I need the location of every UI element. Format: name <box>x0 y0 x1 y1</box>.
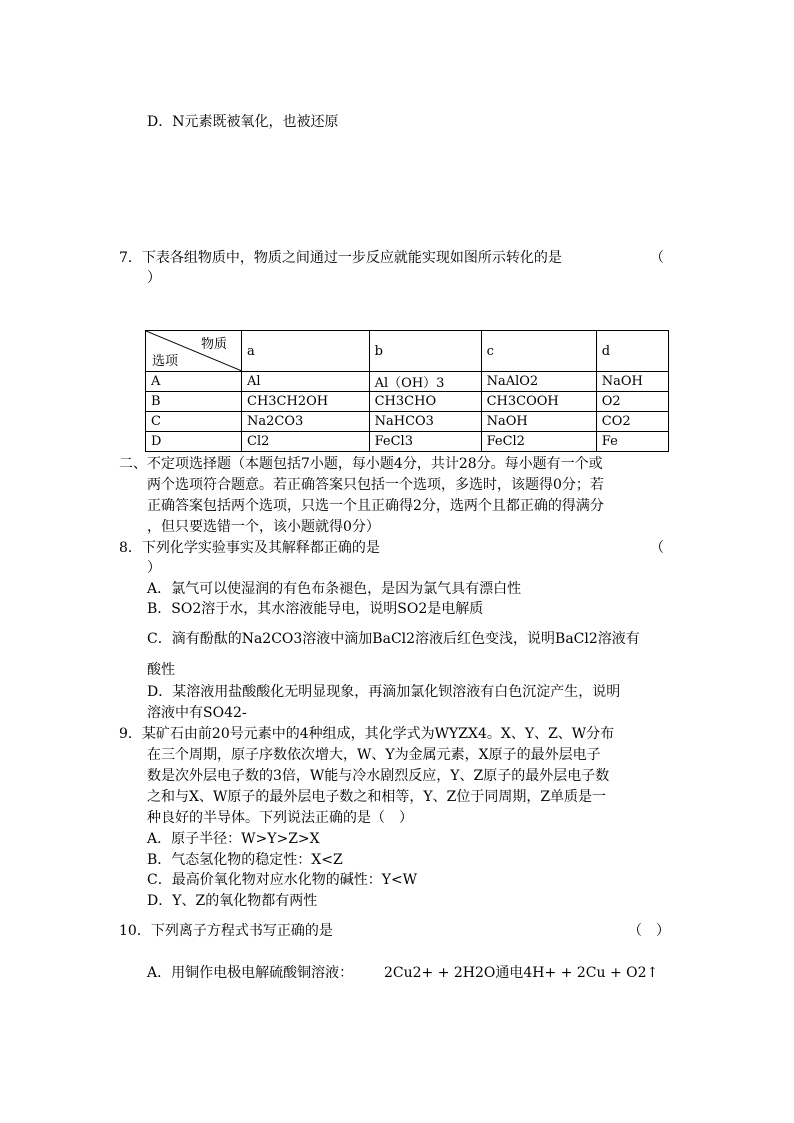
q7-paren-open: （ <box>650 250 664 266</box>
corner-top-label: 物质 <box>200 337 227 352</box>
table-cell: Al <box>242 372 370 392</box>
header-c: c <box>481 331 596 372</box>
q9-line2: 在三个周期，原子序数依次增大，W、Y为金属元素，X原子的最外层电子 <box>147 747 601 763</box>
q8-option-a: A．氯气可以使湿润的有色布条褪色，是因为氯气具有漂白性 <box>147 581 522 597</box>
row-label: B <box>146 392 242 412</box>
section2-line4: ，但只要选错一个，该小题就得0分） <box>147 519 380 535</box>
row-label: A <box>146 372 242 392</box>
table-cell: CH3CHO <box>369 392 481 412</box>
q9-line3: 数是次外层电子数的3倍，W能与冷水剧烈反应，Y、Z原子的最外层电子数 <box>147 768 610 784</box>
q8-option-d-line2: 溶液中有SO42- <box>147 705 247 721</box>
q9-line5: 种良好的半导体。下列说法正确的是（ ） <box>147 810 413 826</box>
table-cell: Na2CO3 <box>242 412 370 432</box>
header-d: d <box>596 331 668 372</box>
q8-paren-open: （ <box>650 540 664 556</box>
table-row <box>146 392 669 412</box>
table-cell: NaOH <box>481 412 596 432</box>
header-a: a <box>242 331 370 372</box>
q8-option-d-line1: D．某溶液用盐酸酸化无明显现象，再滴加氯化钡溶液有白色沉淀产生，说明 <box>147 684 621 700</box>
table-cell: Fe <box>596 432 668 452</box>
q9-option-b: B．气态氢化物的稳定性：X<Z <box>147 852 343 868</box>
table-cell: NaOH <box>596 372 668 392</box>
q8-paren-close: ） <box>147 560 161 576</box>
table-cell: FeCl2 <box>481 432 596 452</box>
q7-stem: 7．下表各组物质中，物质之间通过一步反应就能实现如图所示转化的是 <box>119 250 562 266</box>
table-cell: CO2 <box>596 412 668 432</box>
table-cell: CH3COOH <box>481 392 596 412</box>
table-header-row <box>146 331 669 372</box>
section2-line3: 正确答案包括两个选项，只选一个且正确得2分，选两个且都正确的得满分 <box>147 498 604 514</box>
q10-paren: （ ） <box>628 923 670 939</box>
row-label: D <box>146 432 242 452</box>
q8-stem: 8．下列化学实验事实及其解释都正确的是 <box>119 540 380 556</box>
section2-line2: 两个选项符合题意。若正确答案只包括一个选项，多选时，该题得0分；若 <box>147 477 604 493</box>
q6-option-d: D．N元素既被氧化，也被还原 <box>147 114 339 130</box>
table-cell: NaAlO2 <box>481 372 596 392</box>
q9-option-d: D．Y、Z的氧化物都有两性 <box>147 893 318 909</box>
q8-option-b: B．SO2溶于水，其水溶液能导电，说明SO2是电解质 <box>147 601 484 617</box>
row-label: C <box>146 412 242 432</box>
table-cell: NaHCO3 <box>369 412 481 432</box>
q10-option-a-prefix: A．用铜作电极电解硫酸铜溶液： <box>147 965 354 981</box>
table-cell: Cl2 <box>242 432 370 452</box>
q7-paren-close: ） <box>147 270 161 286</box>
table-row <box>146 372 669 392</box>
table-row <box>146 432 669 452</box>
q9-option-c: C．最高价氧化物对应水化物的碱性：Y<W <box>147 872 418 888</box>
q10-option-a-equation: 2Cu2+ + 2H2O通电4H+ + 2Cu + O2↑ <box>384 965 659 981</box>
q10-stem: 10．下列离子方程式书写正确的是 <box>119 923 333 939</box>
q9-line4: 之和与X、W原子的最外层电子数之和相等，Y、Z位于同周期，Z单质是一 <box>147 789 607 805</box>
q9-line1: 9．某矿石由前20号元素中的4种组成，其化学式为WYZX4。X、Y、Z、W分布 <box>119 726 615 742</box>
table-cell: O2 <box>596 392 668 412</box>
section2-line1: 二、不定项选择题（本题包括7小题，每小题4分，共计28分。每小题有一个或 <box>119 456 603 472</box>
table-row <box>146 412 669 432</box>
table-cell: CH3CH2OH <box>242 392 370 412</box>
table-corner-cell <box>146 331 242 372</box>
header-b: b <box>369 331 481 372</box>
q8-option-c-line1: C．滴有酚酞的Na2CO3溶液中滴加BaCl2溶液后红色变浅，说明BaCl2溶液有 <box>147 631 640 647</box>
table-cell: FeCl3 <box>369 432 481 452</box>
q7-table <box>145 330 669 452</box>
q9-option-a: A．原子半径：W>Y>Z>X <box>147 831 320 847</box>
q8-option-c-line2: 酸性 <box>147 662 175 678</box>
corner-bottom-label: 选项 <box>152 354 179 369</box>
table-cell: Al（OH）3 <box>369 372 481 392</box>
